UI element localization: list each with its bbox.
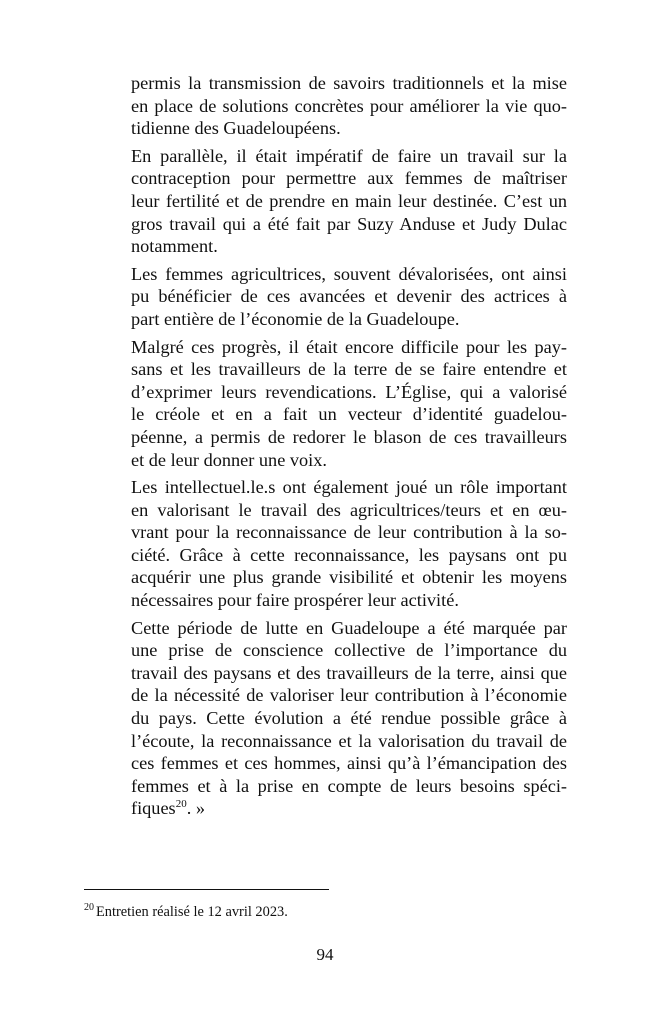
- text-line: Les intellectuel.le.s ont également joué un rôle important: [131, 477, 567, 498]
- text-line: d’exprimer leurs revendications. L’Église, qui a valorisé: [131, 381, 567, 402]
- paragraph-5: [131, 476, 567, 612]
- text-line: notamment.: [131, 236, 218, 257]
- text-line: contraception pour permettre aux femmes de maîtriser: [131, 168, 567, 189]
- text-line: l’écoute, la reconnaissance et la valorisation du travail de: [131, 730, 567, 751]
- text-line: de la nécessité de valoriser leur contribution à l’économie: [131, 685, 567, 706]
- text-line: vrant pour la reconnaissance de leur contribution à la so-: [131, 522, 567, 543]
- text-line: en valorisant le travail des agricultrices/teurs et en œu-: [131, 499, 567, 520]
- text-line: Malgré ces progrès, il était encore difficile pour les pay-: [131, 336, 567, 357]
- text-line: ces femmes et ces hommes, ainsi qu’à l’émancipation des: [131, 753, 567, 774]
- text-line: travail des paysans et des travailleurs de la terre, ainsi que: [131, 662, 567, 683]
- text-line: du pays. Cette évolution a été rendue possible grâce à: [131, 708, 567, 729]
- footnote-text: Entretien réalisé le 12 avril 2023.: [96, 904, 288, 920]
- text-line: péenne, a permis de redorer le blason de ces travailleurs: [131, 426, 567, 447]
- text-line: tidienne des Guadeloupéens.: [131, 118, 341, 139]
- text-line: le créole et en a fait un vecteur d’identité guadelou-: [131, 404, 567, 425]
- text-line: [131, 797, 567, 820]
- text-line: en place de solutions concrètes pour améliorer la vie quo-: [131, 95, 567, 116]
- footnote-number: 20: [84, 902, 94, 914]
- text-line: part entière de l’économie de la Guadeloupe.: [131, 308, 460, 329]
- text-line: permis la transmission de savoirs traditionnels et la mise: [131, 73, 567, 93]
- footnote: [84, 903, 288, 921]
- footnote-reference[interactable]: 20: [175, 798, 187, 811]
- footnote-separator: [84, 889, 329, 890]
- paragraph-6: [131, 617, 567, 820]
- paragraph-2: [131, 145, 567, 258]
- text-line: Les femmes agricultrices, souvent dévalorisées, ont ainsi: [131, 263, 567, 284]
- text-line: femmes et à la prise en compte de leurs besoins spéci-: [131, 775, 567, 796]
- text-line: En parallèle, il était impératif de faire un travail sur la: [131, 145, 567, 166]
- text-line: sans et les travailleurs de la terre de se faire entendre et: [131, 359, 567, 380]
- text-line: ciété. Grâce à cette reconnaissance, les paysans ont pu: [131, 544, 567, 565]
- final-line-tail: . »: [186, 798, 205, 819]
- text-line: acquérir une plus grande visibilité et obtenir les moyens: [131, 567, 567, 588]
- body-text: [131, 72, 567, 825]
- page-number: 94: [316, 945, 334, 964]
- text-line: une prise de conscience collective de l’importance du: [131, 640, 567, 661]
- text-line: leur fertilité et de prendre en main leur destinée. C’est un: [131, 190, 567, 211]
- paragraph-3: [131, 263, 567, 331]
- text-line: nécessaires pour faire prospérer leur activité.: [131, 590, 459, 611]
- paragraph-1: [131, 72, 567, 140]
- text-line: gros travail qui a été fait par Suzy Anduse et Judy Dulac: [131, 213, 567, 234]
- text-line: et de leur donner une voix.: [131, 449, 327, 470]
- paragraph-4: [131, 336, 567, 472]
- text-line: Cette période de lutte en Guadeloupe a été marquée par: [131, 617, 567, 638]
- final-line-text: fiques: [131, 798, 176, 819]
- text-line: pu bénéficier de ces avancées et devenir des actrices à: [131, 286, 567, 307]
